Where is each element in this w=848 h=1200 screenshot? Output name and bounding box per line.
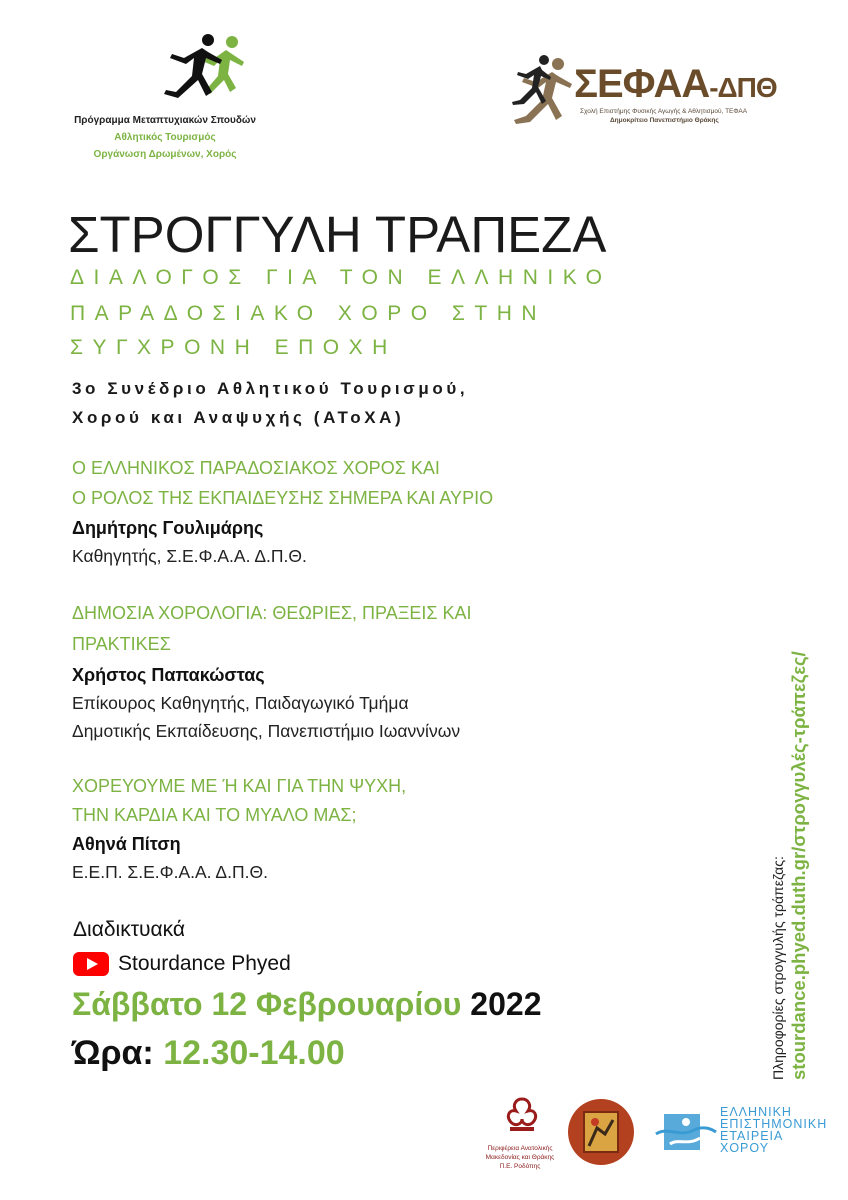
sefaa-runners-icon — [500, 50, 580, 140]
conference-line-1: 3ο Συνέδριο Αθλητικού Τουρισμού, — [72, 379, 469, 398]
program-track-2: Οργάνωση Δρωμένων, Χορός — [93, 149, 237, 160]
event-date-day-month: Σάββατο 12 Φεβρουαρίου — [72, 986, 462, 1022]
sefaa-brand — [574, 62, 777, 107]
sefaa-logo — [500, 50, 800, 150]
talk-2-topic-line-2: ΠΡΑΚΤΙΚΕΣ — [72, 634, 171, 654]
talk-1-role: Καθηγητής, Σ.Ε.Φ.Α.Α. Δ.Π.Θ. — [72, 546, 307, 566]
subtitle-line-1: ΔΙΑΛΟΓΟΣ ΓΙΑ ΤΟΝ ΕΛΛΗΝΙΚΟ — [70, 266, 612, 289]
region-logo — [470, 1095, 570, 1185]
online-label: Διαδικτυακά — [73, 918, 185, 941]
region-line-2: Μακεδονίας και Θράκης — [485, 1154, 555, 1161]
program-name: Πρόγραμμα Μεταπτυχιακών Σπουδών — [74, 115, 256, 126]
program-track-1: Αθλητικός Τουρισμός — [114, 132, 216, 143]
sefaa-university-name: Δημοκρίτειο Πανεπιστήμιο Θράκης — [610, 117, 719, 124]
talk-3-topic-line-1: ΧΟΡΕΥΟΥΜΕ ΜΕ Ή ΚΑΙ ΓΙΑ ΤΗΝ ΨΥΧΗ, — [72, 776, 407, 796]
society-line-3: ΕΤΑΙΡΕΙΑ — [720, 1129, 784, 1143]
talk-2-speaker: Χρήστος Παπακώστας — [72, 665, 265, 685]
region-emblem-icon — [502, 1095, 542, 1135]
sefaa-school-name: Σχολή Επιστήμης Φυσικής Αγωγής & Αθλητισμού, ΤΕΦΑΑ — [580, 108, 748, 115]
talk-1-speaker: Δημήτρης Γουλιμάρης — [72, 518, 264, 538]
dance-society-logo — [650, 1100, 828, 1170]
sefaa-brand-name: ΣΕΦΑΑ — [574, 62, 710, 106]
event-time-value: 12.30-14.00 — [163, 1034, 345, 1072]
region-line-1: Περιφέρεια Ανατολικής — [487, 1145, 553, 1152]
conference-line-2: Χορού και Αναψυχής (ΑΤοΧΑ) — [72, 408, 405, 427]
postgraduate-program-logo — [60, 30, 290, 170]
side-info — [770, 610, 810, 1080]
talk-1-topic-line-1: Ο ΕΛΛΗΝΙΚΟΣ ΠΑΡΑΔΟΣΙΑΚΟΣ ΧΟΡΟΣ ΚΑΙ — [72, 458, 440, 478]
saint-icon-logo — [567, 1098, 635, 1166]
region-line-3: Π.Ε. Ροδόπης — [499, 1163, 541, 1170]
event-date — [72, 986, 541, 1023]
talk-3-topic-line-2: ΤΗΝ ΚΑΡΔΙΑ ΚΑΙ ΤΟ ΜΥΑΛΟ ΜΑΣ; — [72, 805, 357, 825]
youtube-channel-link[interactable]: Stourdance Phyed — [118, 952, 291, 975]
side-info-label: Πληροφορίες στρογγυλής τράπεζας: — [770, 856, 786, 1080]
talk-2-role-line-1: Επίκουρος Καθηγητής, Παιδαγωγικό Τμήμα — [72, 693, 409, 713]
talk-2-topic-line-1: ΔΗΜΟΣΙΑ ΧΟΡΟΛΟΓΙΑ: ΘΕΩΡΙΕΣ, ΠΡΑΞΕΙΣ ΚΑΙ — [72, 603, 472, 623]
page-title: ΣΤΡΟΓΓΥΛΗ ΤΡΑΠΕΖΑ — [68, 206, 607, 263]
society-line-4: ΧΟΡΟΥ — [720, 1141, 770, 1155]
talk-3-role: Ε.Ε.Π. Σ.Ε.Φ.Α.Α. Δ.Π.Θ. — [72, 862, 268, 882]
event-time-label: Ώρα: — [72, 1034, 154, 1072]
event-date-year: 2022 — [470, 986, 542, 1022]
society-line-2: ΕΠΙΣΤΗΜΟΝΙΚΗ — [720, 1117, 828, 1131]
subtitle-line-2: ΠΑΡΑΔΟΣΙΑΚΟ ΧΟΡΟ ΣΤΗΝ — [70, 302, 547, 325]
society-line-1: ΕΛΛΗΝΙΚΗ — [720, 1105, 792, 1119]
talk-3-speaker: Αθηνά Πίτση — [72, 834, 181, 854]
talk-2-role-line-2: Δημοτικής Εκπαίδευσης, Πανεπιστήμιο Ιωαννίνων — [72, 721, 461, 741]
youtube-icon[interactable] — [73, 952, 109, 976]
talk-1-topic-line-2: Ο ΡΟΛΟΣ ΤΗΣ ΕΚΠΑΙΔΕΥΣΗΣ ΣΗΜΕΡΑ ΚΑΙ ΑΥΡΙΟ — [72, 488, 494, 508]
side-info-url-link[interactable]: stourdance.phyed.duth.gr/στρογγυλές-τράπεζες/ — [788, 651, 809, 1080]
event-time — [72, 1034, 345, 1073]
runners-icon — [122, 30, 252, 112]
subtitle-line-3: ΣΥΓΧΡΟΝΗ ΕΠΟΧΗ — [70, 336, 397, 359]
sefaa-brand-suffix: -ΔΠΘ — [709, 72, 777, 103]
dancer-figure-icon — [650, 1108, 718, 1158]
